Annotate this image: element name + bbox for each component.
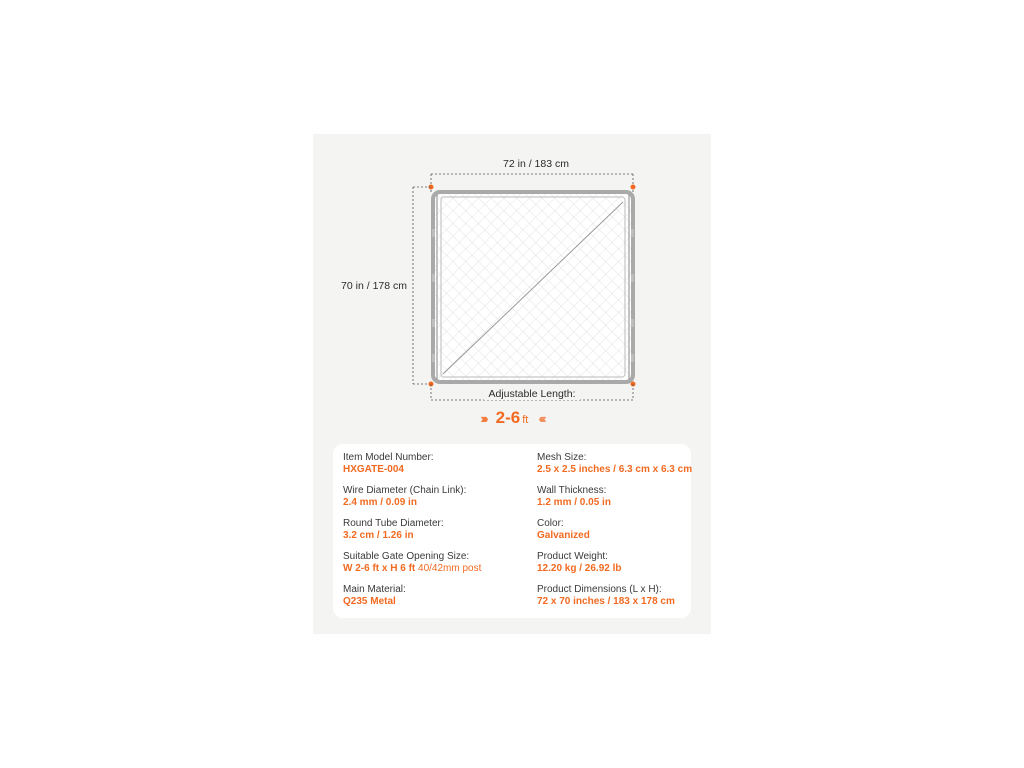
spec-item [343,452,528,485]
adjustable-length-label: Adjustable Length: [488,388,576,400]
spec-value: 72 x 70 inches / 183 x 178 cm [537,596,675,607]
spec-value: 12.20 kg / 26.92 lb [537,563,622,574]
spec-item [537,518,687,551]
spec-label: Main Material: [343,584,406,595]
range-value: 2-6 [495,408,521,427]
spec-column-left [343,452,528,617]
spec-label: Item Model Number: [343,452,434,463]
spec-value: W 2-6 ft x H 6 ft [343,563,416,574]
spec-value: 1.2 mm / 0.05 in [537,497,611,508]
adjustable-range [313,406,711,430]
spec-value: HXGATE-004 [343,464,404,475]
chevrons-left-icon: ‹‹‹‹ [538,410,544,426]
spec-item [343,518,528,551]
width-label: 72 in / 183 cm [503,158,569,170]
height-label: 70 in / 178 cm [341,280,407,292]
spec-label: Mesh Size: [537,452,587,463]
range-unit: ft [522,414,529,426]
spec-column-right [537,452,693,617]
spec-item [343,485,528,518]
spec-item [537,452,693,485]
spec-value: 2.5 x 2.5 inches / 6.3 cm x 6.3 cm [537,464,693,475]
specifications-panel [333,444,691,618]
spec-item [537,485,687,518]
spec-value-row [343,563,528,575]
spec-label: Wire Diameter (Chain Link): [343,485,467,496]
spec-item [537,551,687,584]
spec-value-note: 40/42mm post [418,563,482,574]
chevrons-right-icon: ›››› [480,410,486,426]
spec-value: 2.4 mm / 0.09 in [343,497,417,508]
spec-label: Product Weight: [537,551,608,562]
width-endpoint-right [631,185,636,190]
spec-label: Wall Thickness: [537,485,607,496]
spec-item [343,584,528,617]
spec-label: Color: [537,518,564,529]
spec-value: Galvanized [537,530,590,541]
gate-diagram [313,134,711,434]
spec-value: 3.2 cm / 1.26 in [343,530,414,541]
spec-value: Q235 Metal [343,596,396,607]
spec-label: Product Dimensions (L x H): [537,584,662,595]
spec-item [343,551,528,584]
spec-label: Round Tube Diameter: [343,518,444,529]
product-info-card [313,134,711,634]
spec-label: Suitable Gate Opening Size: [343,551,470,562]
spec-item [537,584,687,617]
